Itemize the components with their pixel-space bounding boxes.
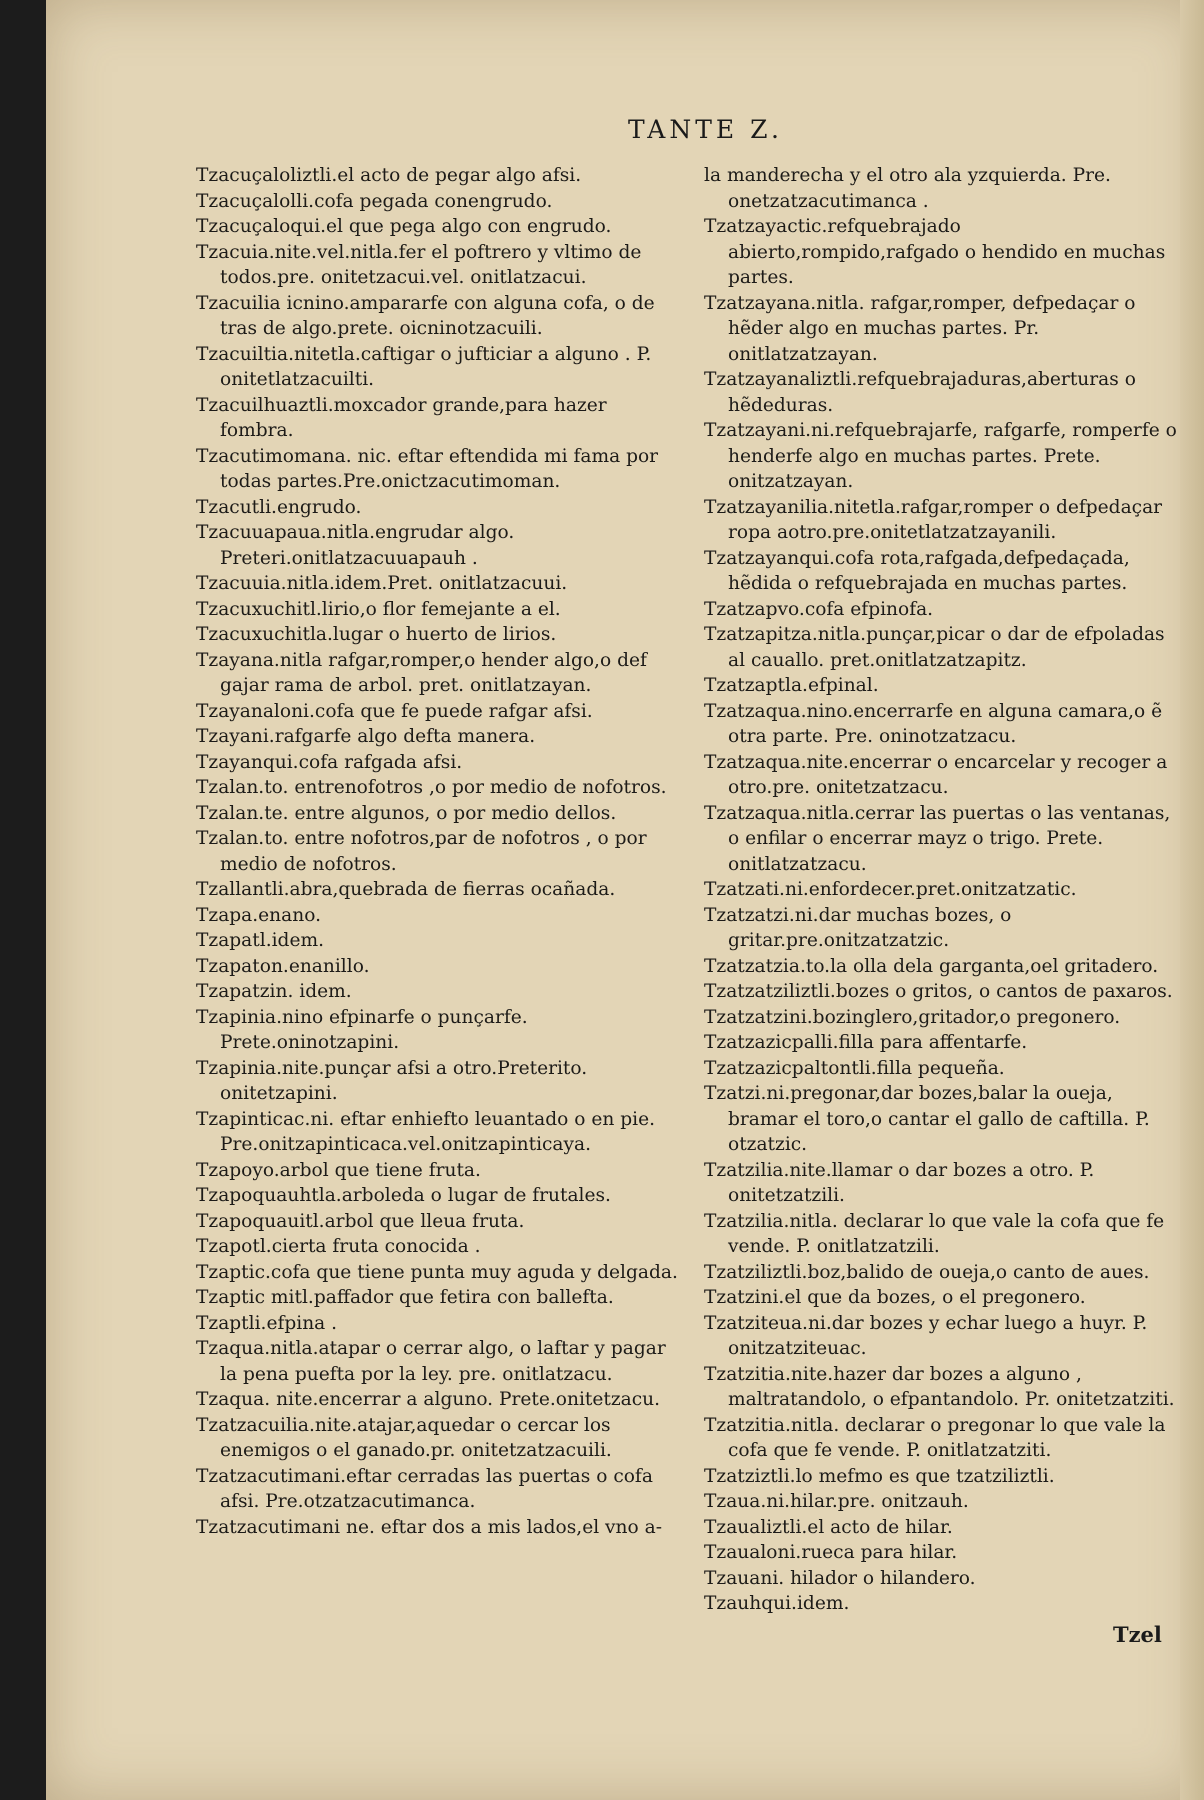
- dictionary-entry: Tzacuia.nite.vel.nitla.fer el poftrero y vltimo de todos.pre. onitetzacui.vel. onitlatzacui.: [196, 241, 642, 288]
- dictionary-entry: Tzatzapvo.cofa efpinofa.: [704, 598, 934, 620]
- dictionary-entry: Tzalan.to. entre nofotros,par de nofotros , o por medio de nofotros.: [196, 828, 647, 875]
- dictionary-entry: Tzatzilia.nite.llamar o dar bozes a otro. P. onitetzatzili.: [704, 1159, 1095, 1206]
- dictionary-entry: Tzayana.nitla rafgar,romper,o hender algo,o def gajar rama de arbol. pret. onitlatzayan.: [196, 649, 647, 696]
- dictionary-entry: Tzatzi.ni.pregonar,dar bozes,balar la oueja, bramar el toro,o cantar el gallo de caftilla. P. otzatzic.: [704, 1083, 1150, 1155]
- dictionary-entry: Tzaualoni.rueca para hilar.: [704, 1542, 958, 1563]
- dictionary-entry: Tzatzatzia.to.la olla dela garganta,oel gritadero.: [704, 955, 1159, 977]
- dictionary-entry: Tzayanaloni.cofa que fe puede rafgar afsi.: [196, 700, 593, 722]
- dictionary-entry: Tzapotl.cierta fruta conocida .: [196, 1236, 481, 1257]
- dictionary-entry: Tzatzazicpalli.filla para affentarfe.: [704, 1032, 1028, 1053]
- dictionary-entry: Tzatzaptla.efpinal.: [704, 675, 879, 696]
- dictionary-entry: Tzaua.ni.hilar.pre. onitzauh.: [704, 1491, 969, 1512]
- dictionary-entry: Tzatzayana.nitla. rafgar,romper, defpedaçar o hẽder algo en muchas partes. Pr. onitlatzatzayan.: [704, 292, 1136, 365]
- dictionary-entry: Tzatzaqua.nite.encerrar o encarcelar y recoger a otro.pre. onitetzatzacu.: [704, 751, 1168, 798]
- dictionary-entry: Tzapinticac.ni. eftar enhiefto leuantado o en pie. Pre.onitzapinticaca.vel.onitzapinticaya.: [196, 1108, 656, 1155]
- dictionary-entry: Tzapinia.nite.punçar afsi a otro.Preterito. onitetzapini.: [196, 1057, 588, 1104]
- dictionary-entry: Tzatzayani.ni.refquebrajarfe, rafgarfe, romperfe o henderfe algo en muchas partes. Prete. onitzatzayan.: [704, 420, 1177, 492]
- dictionary-entry: Tzauani. hilador o hilandero.: [704, 1567, 976, 1589]
- dictionary-entry: Tzatzaqua.nitla.cerrar las puertas o las ventanas, o enfilar o encerrar mayz o trigo. Prete. onitlatzatzacu.: [704, 802, 1171, 875]
- dictionary-entry: Tzacuçaloqui.el que pega algo con engrudo.: [196, 216, 612, 237]
- dictionary-entry: Tzayani.rafgarfe algo defta manera.: [196, 726, 536, 747]
- dictionary-entry: la manderecha y el otro ala yzquierda. Pre. onetzatzacutimanca .: [704, 165, 1111, 212]
- right-column: [704, 163, 1184, 1617]
- dictionary-entry: Tzatzazicpaltontli.filla pequeña.: [704, 1057, 1005, 1079]
- dictionary-entry: Tzaualiztli.el acto de hilar.: [704, 1516, 953, 1538]
- catchword: Tzel: [1113, 1622, 1162, 1647]
- dictionary-entry: Tzatzapitza.nitla.punçar,picar o dar de efpoladas al cauallo. pret.onitlatzatzapitz.: [704, 624, 1165, 671]
- dictionary-entry: Tzacutli.engrudo.: [196, 496, 362, 518]
- left-column: [196, 163, 686, 1540]
- book-page: [46, 0, 1204, 1800]
- running-header: TANTE Z.: [628, 115, 783, 144]
- dictionary-entry: Tzacuxuchitl.lirio,o flor femejante a el.: [196, 598, 561, 620]
- dictionary-entry: Tzacuuapaua.nitla.engrudar algo. Preteri.onitlatzacuuapauh .: [196, 522, 515, 569]
- dictionary-entry: Tzatzaqua.nino.encerrarfe en alguna camara,o ẽ otra parte. Pre. oninotzatzacu.: [704, 700, 1163, 747]
- dictionary-entry: Tzatzayanqui.cofa rota,rafgada,defpedaçada, hẽdida o refquebrajada en muchas partes.: [704, 547, 1130, 594]
- dictionary-entry: Tzacuuia.nitla.idem.Pret. onitlatzacuui.: [196, 573, 568, 594]
- dictionary-entry: Tzapatzin. idem.: [196, 981, 352, 1002]
- dictionary-entry: Tzatzini.el que da bozes, o el pregonero.: [704, 1287, 1086, 1308]
- dictionary-entry: Tzauhqui.idem.: [704, 1593, 850, 1614]
- dictionary-entry: Tzapaton.enanillo.: [196, 955, 370, 977]
- dictionary-entry: Tzacutimomana. nic. eftar eftendida mi fama por todas partes.Pre.onictzacutimoman.: [196, 445, 659, 492]
- dictionary-entry: Tzatziteua.ni.dar bozes y echar luego a huyr. P. onitzatziteuac.: [704, 1312, 1148, 1359]
- dictionary-entry: Tzacuilhuaztli.moxcador grande,para hazer fombra.: [196, 394, 607, 441]
- dictionary-entry: Tzatzilia.nitla. declarar lo que vale la cofa que fe vende. P. onitlatzatzili.: [704, 1210, 1165, 1257]
- dictionary-entry: Tzatzatziliztli.bozes o gritos, o cantos de paxaros.: [704, 981, 1173, 1002]
- dictionary-entry: Tzacuxuchitla.lugar o huerto de lirios.: [196, 624, 557, 645]
- dictionary-entry: Tzatzati.ni.enfordecer.pret.onitzatzatic.: [704, 879, 1077, 900]
- dictionary-entry: Tzatzitia.nitla. declarar o pregonar lo que vale la cofa que fe vende. P. onitlatzatziti.: [704, 1414, 1166, 1461]
- dictionary-entry: Tzaqua.nitla.atapar o cerrar algo, o laftar y pagar la pena puefta por la ley. pre. onitlatzacu.: [196, 1338, 666, 1385]
- dictionary-entry: Tzapa.enano.: [196, 904, 321, 926]
- dictionary-entry: Tzacuçaloliztli.el acto de pegar algo afsi.: [196, 165, 582, 186]
- dictionary-entry: Tzayanqui.cofa rafgada afsi.: [196, 751, 463, 773]
- dictionary-entry: Tzallantli.abra,quebrada de fierras ocañada.: [196, 879, 616, 900]
- dictionary-entry: Tzapatl.idem.: [196, 930, 324, 951]
- dictionary-entry: Tzaptic mitl.paffador que fetira con ballefta.: [196, 1287, 614, 1308]
- dictionary-entry: Tzapoyo.arbol que tiene fruta.: [196, 1159, 481, 1181]
- dictionary-entry: Tzacuçalolli.cofa pegada conengrudo.: [196, 190, 553, 212]
- dictionary-entry: Tzalan.to. entrenofotros ,o por medio de nofotros.: [196, 777, 667, 798]
- dictionary-entry: Tzapoquauitl.arbol que lleua fruta.: [196, 1210, 525, 1232]
- dictionary-entry: Tzapinia.nino efpinarfe o punçarfe. Prete.oninotzapini.: [196, 1006, 528, 1053]
- dictionary-entry: Tzatzayanilia.nitetla.rafgar,romper o defpedaçar ropa aotro.pre.onitetlatzatzayanili.: [704, 496, 1163, 543]
- dictionary-entry: Tzatzacutimani ne. eftar dos a mis lados,el vno a-: [196, 1516, 663, 1538]
- dictionary-entry: Tzatzatzi.ni.dar muchas bozes, o gritar.pre.onitzatzatzic.: [704, 904, 1012, 951]
- dictionary-entry: Tzapoquauhtla.arboleda o lugar de frutales.: [196, 1185, 611, 1206]
- dictionary-entry: Tzatziliztli.boz,balido de oueja,o canto de aues.: [704, 1261, 1150, 1283]
- dictionary-entry: Tzatzatzini.bozinglero,gritador,o pregonero.: [704, 1006, 1121, 1028]
- dictionary-entry: Tzatzacutimani.eftar cerradas las puertas o cofa afsi. Pre.otzatzacutimanca.: [196, 1465, 653, 1512]
- dictionary-entry: Tzaptic.cofa que tiene punta muy aguda y delgada.: [196, 1261, 678, 1283]
- dictionary-entry: Tzatzayactic.refquebrajado abierto,rompido,rafgado o hendido en muchas partes.: [704, 216, 1166, 288]
- dictionary-entry: Tzatzitia.nite.hazer dar bozes a alguno , maltratandolo, o efpantandolo. Pr. onitetzatziti.: [704, 1363, 1175, 1410]
- dictionary-entry: Tzaptli.efpina .: [196, 1312, 338, 1334]
- dictionary-entry: Tzacuiltia.nitetla.caftigar o jufticiar a alguno . P. onitetlatzacuilti.: [196, 343, 652, 390]
- dictionary-entry: Tzacuilia icnino.ampararfe con alguna cofa, o de tras de algo.prete. oicninotzacuili.: [196, 292, 655, 339]
- dictionary-entry: Tzaqua. nite.encerrar a alguno. Prete.onitetzacu.: [196, 1389, 661, 1410]
- dictionary-entry: Tzatzayanaliztli.refquebrajaduras,aberturas o hẽdeduras.: [704, 369, 1136, 416]
- dictionary-entry: Tzalan.te. entre algunos, o por medio dellos.: [196, 802, 617, 824]
- dictionary-entry: Tzatziztli.lo mefmo es que tzatziliztli.: [704, 1465, 1055, 1487]
- dictionary-entry: Tzatzacuilia.nite.atajar,aquedar o cercar los enemigos o el ganado.pr. onitetzatzacuili.: [196, 1414, 612, 1461]
